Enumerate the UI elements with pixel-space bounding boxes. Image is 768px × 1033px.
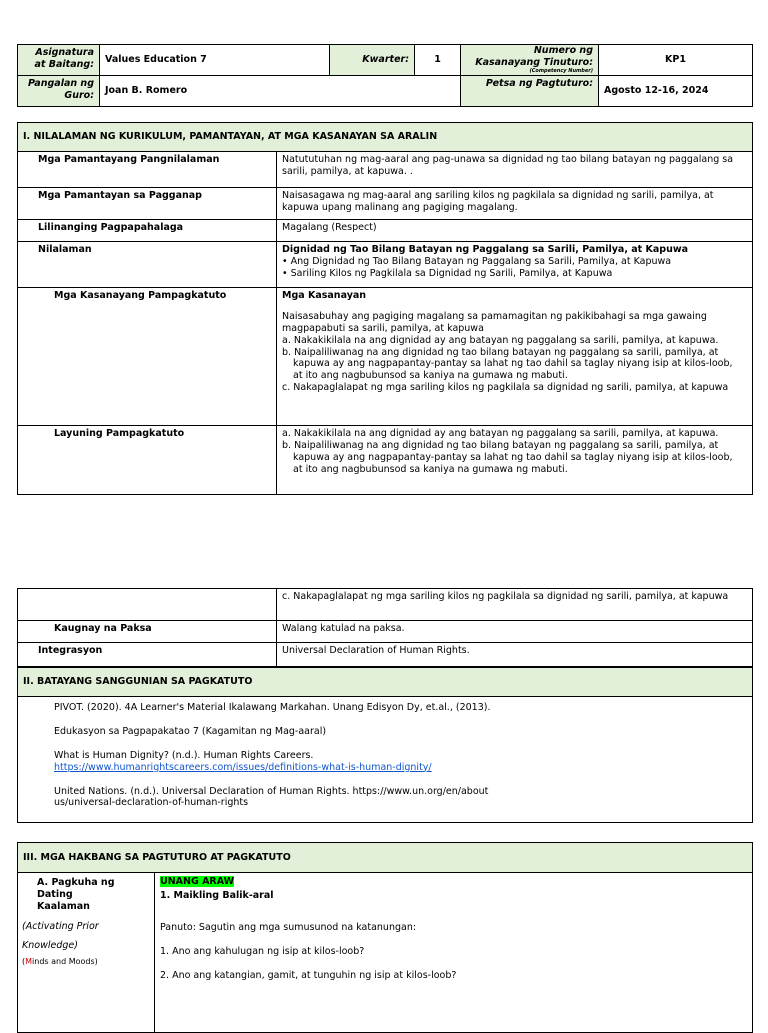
step-a-sub-rest: inds and Moods) — [32, 956, 98, 966]
empty-cell — [18, 589, 277, 621]
objective-a: a. Nakakikilala na ang dignidad ay ang batayan ng paggalang sa sarili, pamilya, at kapuwa. — [282, 428, 719, 439]
content-standard-label: Mga Pamantayang Pangnilalaman — [18, 152, 277, 188]
steps-table — [17, 842, 753, 1033]
integration-label: Integrasyon — [18, 643, 277, 667]
section2-title: II. BATAYANG SANGGUNIAN SA PAGKATUTO — [18, 668, 753, 697]
teacher-value: Joan B. Romero — [100, 76, 461, 107]
reference-item: United Nations. (n.d.). Universal Declaration of Human Rights. https://www.un.org/en/about — [54, 785, 489, 797]
step-a-english: (Activating Prior Knowledge) — [22, 920, 99, 951]
performance-standard-label: Mga Pamantayan sa Pagganap — [18, 188, 277, 220]
values-label: Lilinanging Pagpapahalaga — [18, 220, 277, 242]
objective-b-cont: kapuwa ay ang nagpapantay-pantay sa lahat ng tao dahil sa taglay niyang isip at kilos-loob, — [293, 451, 733, 463]
competency-b-cont: kapuwa ay ang nagpapantay-pantay sa lahat ng tao dahil sa taglay niyang isip at kilos-loob, — [293, 358, 733, 370]
competency-value: KP1 — [599, 45, 753, 76]
instruction-text: Panuto: Sagutin ang mga sumusunod na katanungan: — [160, 921, 417, 933]
competency-b: b. Naipaliliwanag na ang dignidad ng tao bilang batayan ng paggalang sa sarili, pamilya, at — [282, 346, 719, 358]
content-standard-text: Natututuhan ng mag-aaral ang pag-unawa sa dignidad ng tao bilang batayan ng paggalang sa sarili, pamilya, at kapuwa. . — [277, 152, 753, 188]
objective-b: b. Naipaliliwanag na ang dignidad ng tao bilang batayan ng paggalang sa sarili, pamilya, at — [282, 439, 719, 451]
content-bullet: • Sariling Kilos ng Pagkilala sa Dignidad ng Sarili, Pamilya, at Kapuwa — [282, 267, 613, 279]
quarter-value: 1 — [415, 45, 461, 76]
competency-a: a. Nakakikilala na ang dignidad ay ang batayan ng paggalang sa sarili, pamilya, at kapuwa. — [282, 334, 719, 346]
step-a-label: A. Pagkuha ng Dating Kaalaman — [37, 877, 115, 912]
competency-label: Numero ng Kasanayang Tinuturo: — [475, 45, 593, 68]
competencies-intro: Naisasabuhay ang pagiging magalang sa pamamagitan ng pakikibahagi sa mga gawaing magpapabuti sa sarili, pamilya, at kapuwa — [282, 310, 707, 334]
date-value: Agosto 12-16, 2024 — [599, 76, 753, 107]
content-bullet: • Ang Dignidad ng Tao Bilang Batayan ng Paggalang sa Sarili, Pamilya, at Kapuwa — [282, 255, 672, 267]
step-a-sub-initial: M — [25, 956, 33, 966]
question-item: 1. Ano ang kahulugan ng isip at kilos-loob? — [160, 945, 365, 957]
competency-note: (Competency Number) — [529, 67, 593, 74]
related-label: Kaugnay na Paksa — [18, 621, 277, 643]
content-title: Dignidad ng Tao Bilang Batayan ng Paggalang sa Sarili, Pamilya, at Kapuwa — [282, 244, 689, 255]
section3-title: III. MGA HAKBANG SA PAGTUTURO AT PAGKATUTO — [18, 843, 753, 873]
competency-b-cont: at ito ang nagbubunsod sa kaniya na gumawa ng mabuti. — [293, 370, 568, 382]
curriculum-table — [17, 122, 753, 495]
values-text: Magalang (Respect) — [277, 220, 753, 242]
day-badge: UNANG ARAW — [160, 876, 235, 887]
reference-item: us/universal-declaration-of-human-rights — [54, 797, 249, 809]
content-label: Nilalaman — [18, 242, 277, 288]
subject-label: Asignatura at Baitang: — [18, 45, 100, 76]
competencies-title: Mga Kasanayan — [282, 290, 367, 301]
reference-link[interactable]: https://www.humanrightscareers.com/issues/definitions-what-is-human-dignity/ — [54, 761, 432, 773]
section1-title: I. NILALAMAN NG KURIKULUM, PAMANTAYAN, AT MGA KASANAYAN SA ARALIN — [18, 123, 753, 152]
objective-c: c. Nakapaglalapat ng mga sariling kilos ng pagkilala sa dignidad ng sarili, pamilya, at kapuwa — [277, 589, 753, 621]
reference-item: Edukasyon sa Pagpapakatao 7 (Kagamitan ng Mag-aaral) — [54, 725, 327, 737]
reference-item: What is Human Dignity? (n.d.). Human Rights Careers. — [54, 749, 314, 761]
performance-standard-text: Naisasagawa ng mag-aaral ang sariling kilos ng pagkilala sa dignidad ng sarili, pamilya, at kapuwa upang malinang ang pagiging magalang. — [277, 188, 753, 220]
related-text: Walang katulad na paksa. — [277, 621, 753, 643]
reference-item: PIVOT. (2020). 4A Learner's Material Ikalawang Markahan. Unang Edisyon Dy, et.al., (2013). — [54, 702, 491, 713]
header-table — [17, 44, 753, 107]
competencies-label: Mga Kasanayang Pampagkatuto — [18, 288, 277, 426]
objective-b-cont: at ito ang nagbubunsod sa kaniya na gumawa ng mabuti. — [293, 463, 568, 475]
step-a-sub-open: ( — [22, 956, 26, 966]
references-table — [17, 667, 753, 823]
date-label: Petsa ng Pagtuturo: — [461, 76, 599, 107]
integration-text: Universal Declaration of Human Rights. — [277, 643, 753, 667]
review-title: 1. Maikling Balik-aral — [160, 889, 274, 901]
teacher-label: Pangalan ng Guro: — [18, 76, 100, 107]
quarter-label: Kwarter: — [330, 45, 415, 76]
subject-value: Values Education 7 — [100, 45, 330, 76]
question-item: 2. Ano ang katangian, gamit, at tunguhin ng isip at kilos-loob? — [160, 969, 457, 981]
continuation-table — [17, 588, 753, 667]
competency-c: c. Nakapaglalapat ng mga sariling kilos ng pagkilala sa dignidad ng sarili, pamilya, at kapuwa — [282, 382, 729, 394]
objectives-label: Layuning Pampagkatuto — [18, 426, 277, 495]
